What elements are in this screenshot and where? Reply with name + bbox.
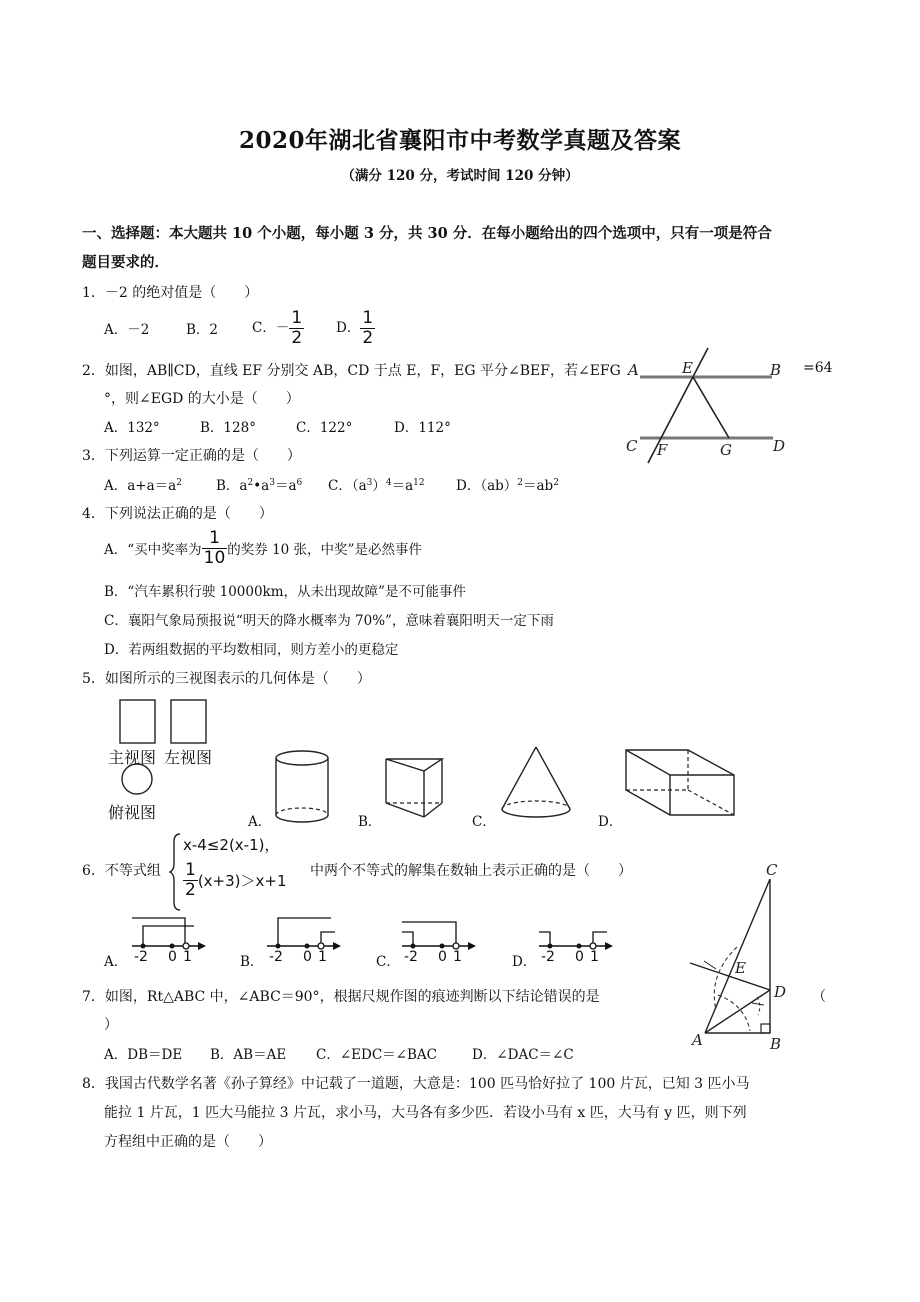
question-7-tail: （: [812, 989, 826, 1005]
option-c[interactable]: C．$(a^3)^4=a^{12}$: [328, 478, 425, 494]
section-heading-line2: 题目要求的．: [82, 254, 169, 271]
question-8-line1: 8．我国古代数学名著《孙子算经》中记载了一道题，大意是：100 匹马恰好拉了 100 片瓦，已知 3 匹小马: [82, 1076, 750, 1092]
option-d[interactable]: D．$(ab)^2=ab^2$: [456, 478, 559, 494]
label-c: C: [626, 437, 638, 455]
question-7-line2: ）: [104, 1017, 118, 1033]
question-8-line3: 方程组中正确的是（ ）: [104, 1134, 272, 1150]
option-d[interactable]: D．若两组数据的平均数相同，则方差小的更稳定: [104, 642, 399, 658]
label-f: F: [657, 441, 668, 459]
question-5: 5．如图所示的三视图表示的几何体是（ ）: [82, 671, 371, 687]
question-7-options: [104, 1043, 574, 1063]
svg-text:0: 0: [303, 949, 312, 965]
option-b[interactable]: B．2: [186, 322, 219, 338]
option-b[interactable]: B．$a^2•a^3=a^6$: [216, 478, 303, 494]
top-view-label: 俯视图: [108, 803, 157, 822]
option-c[interactable]: C．－ $\frac{1}{2}$: [252, 307, 303, 348]
label-g: G: [720, 441, 732, 459]
question-2-tail: =64: [803, 360, 833, 376]
option-a[interactable]: A．－2: [104, 322, 150, 338]
fraction: $\frac{1}{2}$: [291, 307, 303, 348]
page-title: 2020年湖北省襄阳市中考数学真题及答案: [238, 127, 681, 154]
label-a: A: [628, 361, 639, 379]
option-b[interactable]: B．: [240, 954, 264, 970]
svg-text:0: 0: [438, 949, 447, 965]
cone-icon: [500, 745, 574, 827]
three-view-figure: [100, 695, 230, 825]
option-a[interactable]: A．“买中奖率为 $\frac{1}{10}$ 的奖券 10 张，中奖”是必然事件: [104, 527, 422, 568]
option-d[interactable]: D． $\frac{1}{2}$: [336, 307, 374, 348]
number-line-a: [130, 912, 210, 965]
label-b: B: [770, 361, 782, 379]
question-8-line2: 能拉 1 片瓦，1 匹大马能拉 3 片瓦，求小马，大马各有多少匹．若设小马有 x 匹，大马有 y 匹，则下列: [104, 1105, 747, 1121]
label-e: E: [682, 359, 693, 377]
question-2-line1: 2．如图，AB∥CD，直线 EF 分别交 AB，CD 于点 E，F，EG 平分∠BEF，若∠EFG: [82, 363, 621, 379]
option-c[interactable]: C．襄阳气象局预报说“明天的降水概率为 70%”，意味着襄阳明天一定下雨: [104, 613, 554, 629]
option-b[interactable]: B．AB＝AE: [210, 1047, 287, 1063]
option-c[interactable]: C．: [376, 954, 400, 970]
brace-icon: [170, 832, 182, 912]
question-6-suffix: 中两个不等式的解集在数轴上表示正确的是（ ）: [310, 863, 632, 879]
question-1: [82, 282, 258, 302]
number-line-c: [400, 912, 480, 965]
svg-text:1: 1: [590, 949, 599, 965]
label-c: C: [766, 861, 778, 879]
svg-text:1: 1: [318, 949, 327, 965]
option-a[interactable]: A．132°: [104, 420, 160, 436]
option-d[interactable]: D．112°: [394, 420, 451, 436]
svg-text:-2: -2: [541, 949, 555, 965]
section-heading-line1: 一、选择题：本大题共 10 个小题，每小题 3 分，共 30 分．在每小题给出的四个选项中，只有一项是符合: [82, 225, 772, 242]
option-a[interactable]: A．: [104, 954, 128, 970]
inequality-2: $\frac{1}{2}$ (x+3)＞x+1: [185, 859, 287, 900]
number-line-b: [265, 912, 345, 965]
option-c[interactable]: C．∠EDC＝∠BAC: [316, 1047, 437, 1063]
svg-text:1: 1: [183, 949, 192, 965]
label-b: B: [770, 1035, 782, 1053]
svg-text:0: 0: [575, 949, 584, 965]
page-subtitle: （满分 120 分，考试时间 120 分钟）: [341, 168, 579, 184]
label-e: E: [735, 959, 746, 977]
option-d[interactable]: D．∠DAC＝∠C: [472, 1047, 574, 1063]
fraction: $\frac{1}{10}$: [203, 527, 226, 568]
label-d: D: [773, 437, 786, 455]
svg-text:1: 1: [453, 949, 462, 965]
label-a: A: [692, 1031, 703, 1049]
question-3-options: [104, 474, 559, 494]
parallel-lines-figure: [620, 345, 800, 465]
cuboid-icon: [624, 745, 740, 823]
question-stem: －2 的绝对值是（ ）: [104, 285, 259, 301]
side-view-label: 左视图: [164, 748, 213, 767]
option-d[interactable]: D．: [598, 814, 623, 830]
question-6-prefix: 6．不等式组: [82, 863, 161, 879]
number-line-d: [537, 912, 617, 965]
question-number: 1．: [82, 285, 105, 301]
option-a[interactable]: A．DB＝DE: [104, 1047, 183, 1063]
svg-text:-2: -2: [404, 949, 418, 965]
option-c[interactable]: C．122°: [296, 420, 353, 436]
fraction: $\frac{1}{2}$: [185, 859, 196, 900]
label-d: D: [774, 983, 787, 1001]
option-d[interactable]: D．: [512, 954, 537, 970]
question-7-line1: 7．如图，Rt△ABC 中，∠ABC＝90°，根据尺规作图的痕迹判断以下结论错误的是: [82, 989, 600, 1005]
option-b[interactable]: B．128°: [200, 420, 256, 436]
inequality-1: x-4≤2(x-1)，: [183, 836, 280, 854]
question-3: 3．下列运算一定正确的是（ ）: [82, 448, 301, 464]
cylinder-icon: [272, 750, 334, 826]
option-a[interactable]: A．: [248, 814, 272, 830]
option-c[interactable]: C．: [472, 814, 496, 830]
triangular-prism-icon: [384, 755, 446, 825]
svg-text:-2: -2: [134, 949, 148, 965]
svg-text:0: 0: [168, 949, 177, 965]
question-4: 4．下列说法正确的是（ ）: [82, 506, 273, 522]
question-1-options: [104, 308, 375, 348]
question-2-line2: °，则∠EGD 的大小是（ ）: [104, 391, 300, 407]
question-2-options: [104, 416, 451, 436]
option-b[interactable]: B．: [358, 814, 382, 830]
option-a[interactable]: A．$a+a=a^2$: [104, 478, 182, 494]
fraction: $\frac{1}{2}$: [362, 307, 374, 348]
right-triangle-figure: [680, 855, 820, 1055]
option-b[interactable]: B．“汽车累积行驶 10000km，从未出现故障”是不可能事件: [104, 584, 466, 600]
front-view-label: 主视图: [108, 748, 157, 767]
svg-text:-2: -2: [269, 949, 283, 965]
